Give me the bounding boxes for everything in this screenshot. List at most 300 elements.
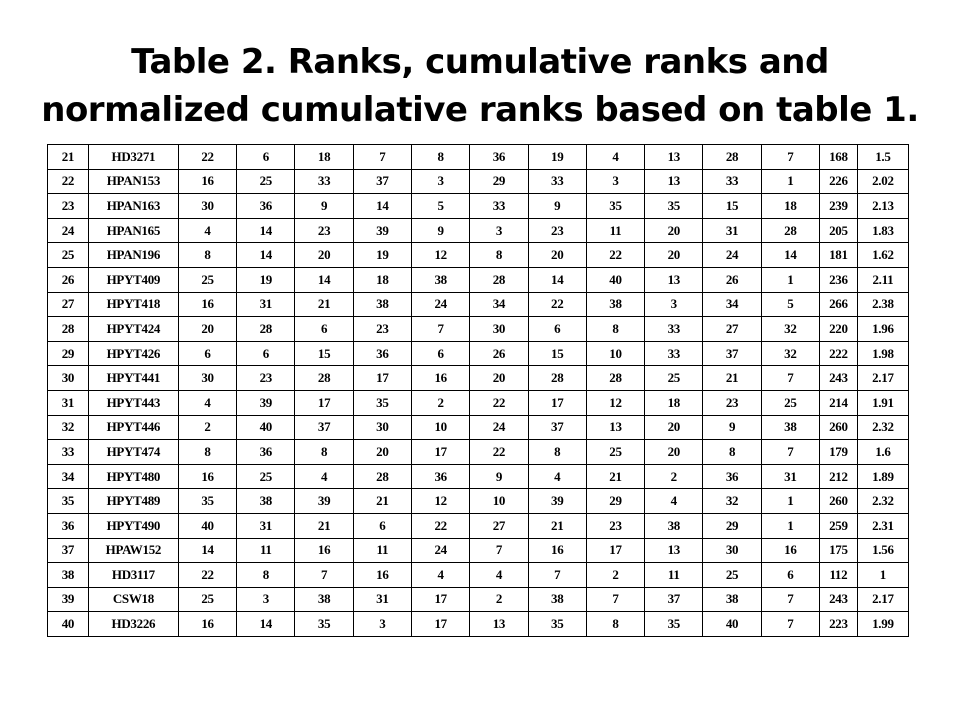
rank-cell: 28 xyxy=(586,366,644,391)
rank-cell: 14 xyxy=(528,267,586,292)
rank-cell: 20 xyxy=(353,440,411,465)
rank-cell: 14 xyxy=(237,612,295,637)
rank-cell: 8 xyxy=(178,243,236,268)
rank-cell: 20 xyxy=(645,243,703,268)
rank-cell: 5 xyxy=(412,194,470,219)
cumulative-rank-cell: 212 xyxy=(819,464,857,489)
rank-cell: 32 xyxy=(761,317,819,342)
normalized-rank-cell: 1.96 xyxy=(857,317,908,342)
rank-cell: 21 xyxy=(295,292,353,317)
rank-cell: 17 xyxy=(353,366,411,391)
rank-cell: 29 xyxy=(586,489,644,514)
rank-cell: 16 xyxy=(528,538,586,563)
rank-cell: 24 xyxy=(412,538,470,563)
slide-title xyxy=(0,38,960,134)
cumulative-rank-cell: 239 xyxy=(819,194,857,219)
table-row xyxy=(48,317,909,342)
rank-cell: 15 xyxy=(528,341,586,366)
rank-cell: 20 xyxy=(295,243,353,268)
rank-cell: 4 xyxy=(528,464,586,489)
rank-cell: 35 xyxy=(353,390,411,415)
rank-cell: 16 xyxy=(178,464,236,489)
normalized-rank-cell: 2.13 xyxy=(857,194,908,219)
rank-cell: 38 xyxy=(353,292,411,317)
rank-cell: 40 xyxy=(237,415,295,440)
rank-cell: 3 xyxy=(237,587,295,612)
serial-cell: 35 xyxy=(48,489,89,514)
genotype-cell: HD3117 xyxy=(88,563,178,588)
rank-cell: 38 xyxy=(645,513,703,538)
normalized-rank-cell: 2.32 xyxy=(857,415,908,440)
rank-cell: 1 xyxy=(761,513,819,538)
rank-cell: 7 xyxy=(528,563,586,588)
cumulative-rank-cell: 168 xyxy=(819,145,857,170)
rank-cell: 26 xyxy=(703,267,761,292)
rank-cell: 37 xyxy=(295,415,353,440)
rank-cell: 38 xyxy=(237,489,295,514)
rank-cell: 15 xyxy=(703,194,761,219)
table-row xyxy=(48,489,909,514)
serial-cell: 39 xyxy=(48,587,89,612)
serial-cell: 33 xyxy=(48,440,89,465)
title-line-2: normalized cumulative ranks based on table 1. xyxy=(41,90,919,130)
rank-cell: 4 xyxy=(645,489,703,514)
serial-cell: 36 xyxy=(48,513,89,538)
rank-cell: 7 xyxy=(761,587,819,612)
rank-cell: 29 xyxy=(703,513,761,538)
rank-cell: 3 xyxy=(470,218,528,243)
rank-cell: 17 xyxy=(412,587,470,612)
rank-cell: 21 xyxy=(353,489,411,514)
rank-cell: 15 xyxy=(295,341,353,366)
rank-cell: 8 xyxy=(412,145,470,170)
rank-cell: 30 xyxy=(353,415,411,440)
genotype-cell: HPYT489 xyxy=(88,489,178,514)
rank-cell: 38 xyxy=(761,415,819,440)
genotype-cell: HPYT446 xyxy=(88,415,178,440)
rank-cell: 6 xyxy=(353,513,411,538)
rank-cell: 1 xyxy=(761,267,819,292)
normalized-rank-cell: 1.62 xyxy=(857,243,908,268)
rank-cell: 28 xyxy=(703,145,761,170)
cumulative-rank-cell: 260 xyxy=(819,489,857,514)
normalized-rank-cell: 2.17 xyxy=(857,587,908,612)
rank-cell: 37 xyxy=(703,341,761,366)
rank-cell: 13 xyxy=(645,145,703,170)
rank-cell: 14 xyxy=(237,218,295,243)
rank-cell: 2 xyxy=(178,415,236,440)
rank-cell: 19 xyxy=(528,145,586,170)
rank-cell: 14 xyxy=(761,243,819,268)
rank-cell: 28 xyxy=(528,366,586,391)
rank-cell: 13 xyxy=(470,612,528,637)
rank-cell: 36 xyxy=(703,464,761,489)
cumulative-rank-cell: 243 xyxy=(819,366,857,391)
cumulative-rank-cell: 181 xyxy=(819,243,857,268)
rank-cell: 3 xyxy=(353,612,411,637)
rank-cell: 35 xyxy=(645,194,703,219)
table-row xyxy=(48,440,909,465)
rank-cell: 13 xyxy=(645,538,703,563)
rank-cell: 31 xyxy=(353,587,411,612)
rank-cell: 23 xyxy=(703,390,761,415)
rank-cell: 14 xyxy=(178,538,236,563)
rank-cell: 17 xyxy=(412,612,470,637)
rank-cell: 10 xyxy=(470,489,528,514)
normalized-rank-cell: 1.56 xyxy=(857,538,908,563)
normalized-rank-cell: 2.32 xyxy=(857,489,908,514)
rank-cell: 1 xyxy=(761,489,819,514)
rank-cell: 25 xyxy=(761,390,819,415)
rank-cell: 16 xyxy=(178,292,236,317)
rank-cell: 6 xyxy=(412,341,470,366)
rank-cell: 6 xyxy=(237,145,295,170)
cumulative-rank-cell: 223 xyxy=(819,612,857,637)
rank-cell: 29 xyxy=(470,169,528,194)
serial-cell: 34 xyxy=(48,464,89,489)
rank-cell: 28 xyxy=(353,464,411,489)
rank-cell: 7 xyxy=(295,563,353,588)
rank-cell: 8 xyxy=(703,440,761,465)
genotype-cell: HPYT441 xyxy=(88,366,178,391)
normalized-rank-cell: 2.31 xyxy=(857,513,908,538)
genotype-cell: HPAN196 xyxy=(88,243,178,268)
rank-cell: 11 xyxy=(645,563,703,588)
cumulative-rank-cell: 260 xyxy=(819,415,857,440)
rank-cell: 17 xyxy=(412,440,470,465)
rank-cell: 37 xyxy=(353,169,411,194)
cumulative-rank-cell: 222 xyxy=(819,341,857,366)
rank-cell: 18 xyxy=(295,145,353,170)
genotype-cell: HPAN163 xyxy=(88,194,178,219)
rank-cell: 35 xyxy=(295,612,353,637)
rank-cell: 21 xyxy=(528,513,586,538)
table-row xyxy=(48,563,909,588)
ranks-table-container xyxy=(47,144,909,637)
rank-cell: 14 xyxy=(353,194,411,219)
normalized-rank-cell: 1.98 xyxy=(857,341,908,366)
normalized-rank-cell: 2.17 xyxy=(857,366,908,391)
rank-cell: 22 xyxy=(470,390,528,415)
normalized-rank-cell: 1.6 xyxy=(857,440,908,465)
rank-cell: 11 xyxy=(353,538,411,563)
rank-cell: 16 xyxy=(178,169,236,194)
genotype-cell: HD3226 xyxy=(88,612,178,637)
table-row xyxy=(48,292,909,317)
rank-cell: 21 xyxy=(703,366,761,391)
rank-cell: 24 xyxy=(412,292,470,317)
rank-cell: 35 xyxy=(645,612,703,637)
rank-cell: 7 xyxy=(470,538,528,563)
rank-cell: 33 xyxy=(645,341,703,366)
rank-cell: 21 xyxy=(586,464,644,489)
rank-cell: 13 xyxy=(645,169,703,194)
genotype-cell: CSW18 xyxy=(88,587,178,612)
rank-cell: 39 xyxy=(237,390,295,415)
genotype-cell: HPAN165 xyxy=(88,218,178,243)
rank-cell: 4 xyxy=(178,218,236,243)
serial-cell: 32 xyxy=(48,415,89,440)
rank-cell: 36 xyxy=(237,194,295,219)
serial-cell: 37 xyxy=(48,538,89,563)
rank-cell: 1 xyxy=(761,169,819,194)
rank-cell: 33 xyxy=(295,169,353,194)
table-row xyxy=(48,267,909,292)
rank-cell: 32 xyxy=(703,489,761,514)
rank-cell: 12 xyxy=(412,243,470,268)
rank-cell: 19 xyxy=(353,243,411,268)
rank-cell: 16 xyxy=(178,612,236,637)
rank-cell: 40 xyxy=(178,513,236,538)
rank-cell: 25 xyxy=(237,169,295,194)
rank-cell: 13 xyxy=(586,415,644,440)
serial-cell: 31 xyxy=(48,390,89,415)
rank-cell: 4 xyxy=(470,563,528,588)
rank-cell: 28 xyxy=(237,317,295,342)
rank-cell: 7 xyxy=(353,145,411,170)
normalized-rank-cell: 1.99 xyxy=(857,612,908,637)
rank-cell: 4 xyxy=(412,563,470,588)
table-row xyxy=(48,513,909,538)
rank-cell: 25 xyxy=(586,440,644,465)
rank-cell: 10 xyxy=(412,415,470,440)
serial-cell: 23 xyxy=(48,194,89,219)
rank-cell: 7 xyxy=(761,366,819,391)
rank-cell: 6 xyxy=(761,563,819,588)
serial-cell: 22 xyxy=(48,169,89,194)
rank-cell: 20 xyxy=(645,440,703,465)
rank-cell: 8 xyxy=(586,317,644,342)
rank-cell: 2 xyxy=(645,464,703,489)
rank-cell: 25 xyxy=(237,464,295,489)
rank-cell: 33 xyxy=(528,169,586,194)
rank-cell: 7 xyxy=(586,587,644,612)
rank-cell: 33 xyxy=(645,317,703,342)
normalized-rank-cell: 2.02 xyxy=(857,169,908,194)
rank-cell: 6 xyxy=(295,317,353,342)
rank-cell: 38 xyxy=(703,587,761,612)
rank-cell: 19 xyxy=(237,267,295,292)
cumulative-rank-cell: 259 xyxy=(819,513,857,538)
genotype-cell: HPYT490 xyxy=(88,513,178,538)
rank-cell: 24 xyxy=(470,415,528,440)
rank-cell: 22 xyxy=(412,513,470,538)
rank-cell: 27 xyxy=(470,513,528,538)
rank-cell: 20 xyxy=(645,415,703,440)
rank-cell: 18 xyxy=(761,194,819,219)
serial-cell: 26 xyxy=(48,267,89,292)
table-row xyxy=(48,538,909,563)
rank-cell: 22 xyxy=(178,563,236,588)
rank-cell: 8 xyxy=(528,440,586,465)
rank-cell: 25 xyxy=(645,366,703,391)
rank-cell: 28 xyxy=(295,366,353,391)
rank-cell: 18 xyxy=(353,267,411,292)
rank-cell: 35 xyxy=(528,612,586,637)
rank-cell: 37 xyxy=(645,587,703,612)
normalized-rank-cell: 1.89 xyxy=(857,464,908,489)
rank-cell: 3 xyxy=(412,169,470,194)
rank-cell: 30 xyxy=(178,194,236,219)
rank-cell: 17 xyxy=(528,390,586,415)
rank-cell: 40 xyxy=(586,267,644,292)
rank-cell: 20 xyxy=(178,317,236,342)
rank-cell: 31 xyxy=(237,513,295,538)
rank-cell: 31 xyxy=(237,292,295,317)
serial-cell: 21 xyxy=(48,145,89,170)
rank-cell: 30 xyxy=(703,538,761,563)
cumulative-rank-cell: 179 xyxy=(819,440,857,465)
rank-cell: 36 xyxy=(412,464,470,489)
rank-cell: 16 xyxy=(353,563,411,588)
rank-cell: 23 xyxy=(586,513,644,538)
rank-cell: 4 xyxy=(178,390,236,415)
cumulative-rank-cell: 112 xyxy=(819,563,857,588)
rank-cell: 30 xyxy=(178,366,236,391)
rank-cell: 3 xyxy=(586,169,644,194)
rank-cell: 6 xyxy=(237,341,295,366)
rank-cell: 22 xyxy=(470,440,528,465)
rank-cell: 25 xyxy=(703,563,761,588)
cumulative-rank-cell: 205 xyxy=(819,218,857,243)
rank-cell: 2 xyxy=(586,563,644,588)
rank-cell: 10 xyxy=(586,341,644,366)
rank-cell: 32 xyxy=(761,341,819,366)
rank-cell: 38 xyxy=(528,587,586,612)
rank-cell: 25 xyxy=(178,267,236,292)
normalized-rank-cell: 1.83 xyxy=(857,218,908,243)
normalized-rank-cell: 1.5 xyxy=(857,145,908,170)
rank-cell: 38 xyxy=(295,587,353,612)
rank-cell: 34 xyxy=(703,292,761,317)
normalized-rank-cell: 1.91 xyxy=(857,390,908,415)
serial-cell: 28 xyxy=(48,317,89,342)
rank-cell: 36 xyxy=(470,145,528,170)
genotype-cell: HPYT418 xyxy=(88,292,178,317)
rank-cell: 14 xyxy=(237,243,295,268)
table-row xyxy=(48,243,909,268)
rank-cell: 39 xyxy=(528,489,586,514)
genotype-cell: HPAW152 xyxy=(88,538,178,563)
rank-cell: 35 xyxy=(586,194,644,219)
rank-cell: 31 xyxy=(703,218,761,243)
rank-cell: 30 xyxy=(470,317,528,342)
table-row xyxy=(48,218,909,243)
rank-cell: 7 xyxy=(412,317,470,342)
rank-cell: 9 xyxy=(703,415,761,440)
serial-cell: 27 xyxy=(48,292,89,317)
genotype-cell: HPYT474 xyxy=(88,440,178,465)
rank-cell: 22 xyxy=(178,145,236,170)
rank-cell: 23 xyxy=(353,317,411,342)
rank-cell: 9 xyxy=(528,194,586,219)
rank-cell: 39 xyxy=(353,218,411,243)
serial-cell: 40 xyxy=(48,612,89,637)
rank-cell: 22 xyxy=(528,292,586,317)
rank-cell: 17 xyxy=(295,390,353,415)
rank-cell: 9 xyxy=(295,194,353,219)
rank-cell: 24 xyxy=(703,243,761,268)
table-row xyxy=(48,390,909,415)
serial-cell: 29 xyxy=(48,341,89,366)
rank-cell: 31 xyxy=(761,464,819,489)
rank-cell: 16 xyxy=(295,538,353,563)
rank-cell: 11 xyxy=(586,218,644,243)
table-row xyxy=(48,169,909,194)
cumulative-rank-cell: 243 xyxy=(819,587,857,612)
normalized-rank-cell: 2.11 xyxy=(857,267,908,292)
rank-cell: 8 xyxy=(295,440,353,465)
table-body xyxy=(48,145,909,637)
rank-cell: 40 xyxy=(703,612,761,637)
genotype-cell: HPYT480 xyxy=(88,464,178,489)
cumulative-rank-cell: 226 xyxy=(819,169,857,194)
rank-cell: 27 xyxy=(703,317,761,342)
rank-cell: 18 xyxy=(645,390,703,415)
rank-cell: 13 xyxy=(645,267,703,292)
rank-cell: 33 xyxy=(470,194,528,219)
cumulative-rank-cell: 266 xyxy=(819,292,857,317)
serial-cell: 24 xyxy=(48,218,89,243)
table-row xyxy=(48,194,909,219)
rank-cell: 38 xyxy=(412,267,470,292)
rank-cell: 36 xyxy=(237,440,295,465)
rank-cell: 39 xyxy=(295,489,353,514)
rank-cell: 7 xyxy=(761,612,819,637)
cumulative-rank-cell: 214 xyxy=(819,390,857,415)
rank-cell: 36 xyxy=(353,341,411,366)
cumulative-rank-cell: 220 xyxy=(819,317,857,342)
table-row xyxy=(48,415,909,440)
rank-cell: 2 xyxy=(470,587,528,612)
rank-cell: 22 xyxy=(586,243,644,268)
rank-cell: 20 xyxy=(645,218,703,243)
rank-cell: 38 xyxy=(586,292,644,317)
rank-cell: 14 xyxy=(295,267,353,292)
genotype-cell: HPYT409 xyxy=(88,267,178,292)
genotype-cell: HPYT424 xyxy=(88,317,178,342)
rank-cell: 8 xyxy=(586,612,644,637)
rank-cell: 26 xyxy=(470,341,528,366)
serial-cell: 30 xyxy=(48,366,89,391)
genotype-cell: HPAN153 xyxy=(88,169,178,194)
normalized-rank-cell: 2.38 xyxy=(857,292,908,317)
rank-cell: 16 xyxy=(761,538,819,563)
ranks-table xyxy=(47,144,909,637)
rank-cell: 37 xyxy=(528,415,586,440)
rank-cell: 21 xyxy=(295,513,353,538)
rank-cell: 28 xyxy=(470,267,528,292)
rank-cell: 4 xyxy=(586,145,644,170)
rank-cell: 23 xyxy=(295,218,353,243)
table-row xyxy=(48,145,909,170)
rank-cell: 23 xyxy=(528,218,586,243)
table-row xyxy=(48,587,909,612)
serial-cell: 38 xyxy=(48,563,89,588)
rank-cell: 11 xyxy=(237,538,295,563)
cumulative-rank-cell: 175 xyxy=(819,538,857,563)
normalized-rank-cell: 1 xyxy=(857,563,908,588)
rank-cell: 8 xyxy=(178,440,236,465)
rank-cell: 5 xyxy=(761,292,819,317)
rank-cell: 28 xyxy=(761,218,819,243)
rank-cell: 6 xyxy=(528,317,586,342)
rank-cell: 8 xyxy=(237,563,295,588)
table-row xyxy=(48,612,909,637)
rank-cell: 25 xyxy=(178,587,236,612)
rank-cell: 23 xyxy=(237,366,295,391)
rank-cell: 35 xyxy=(178,489,236,514)
